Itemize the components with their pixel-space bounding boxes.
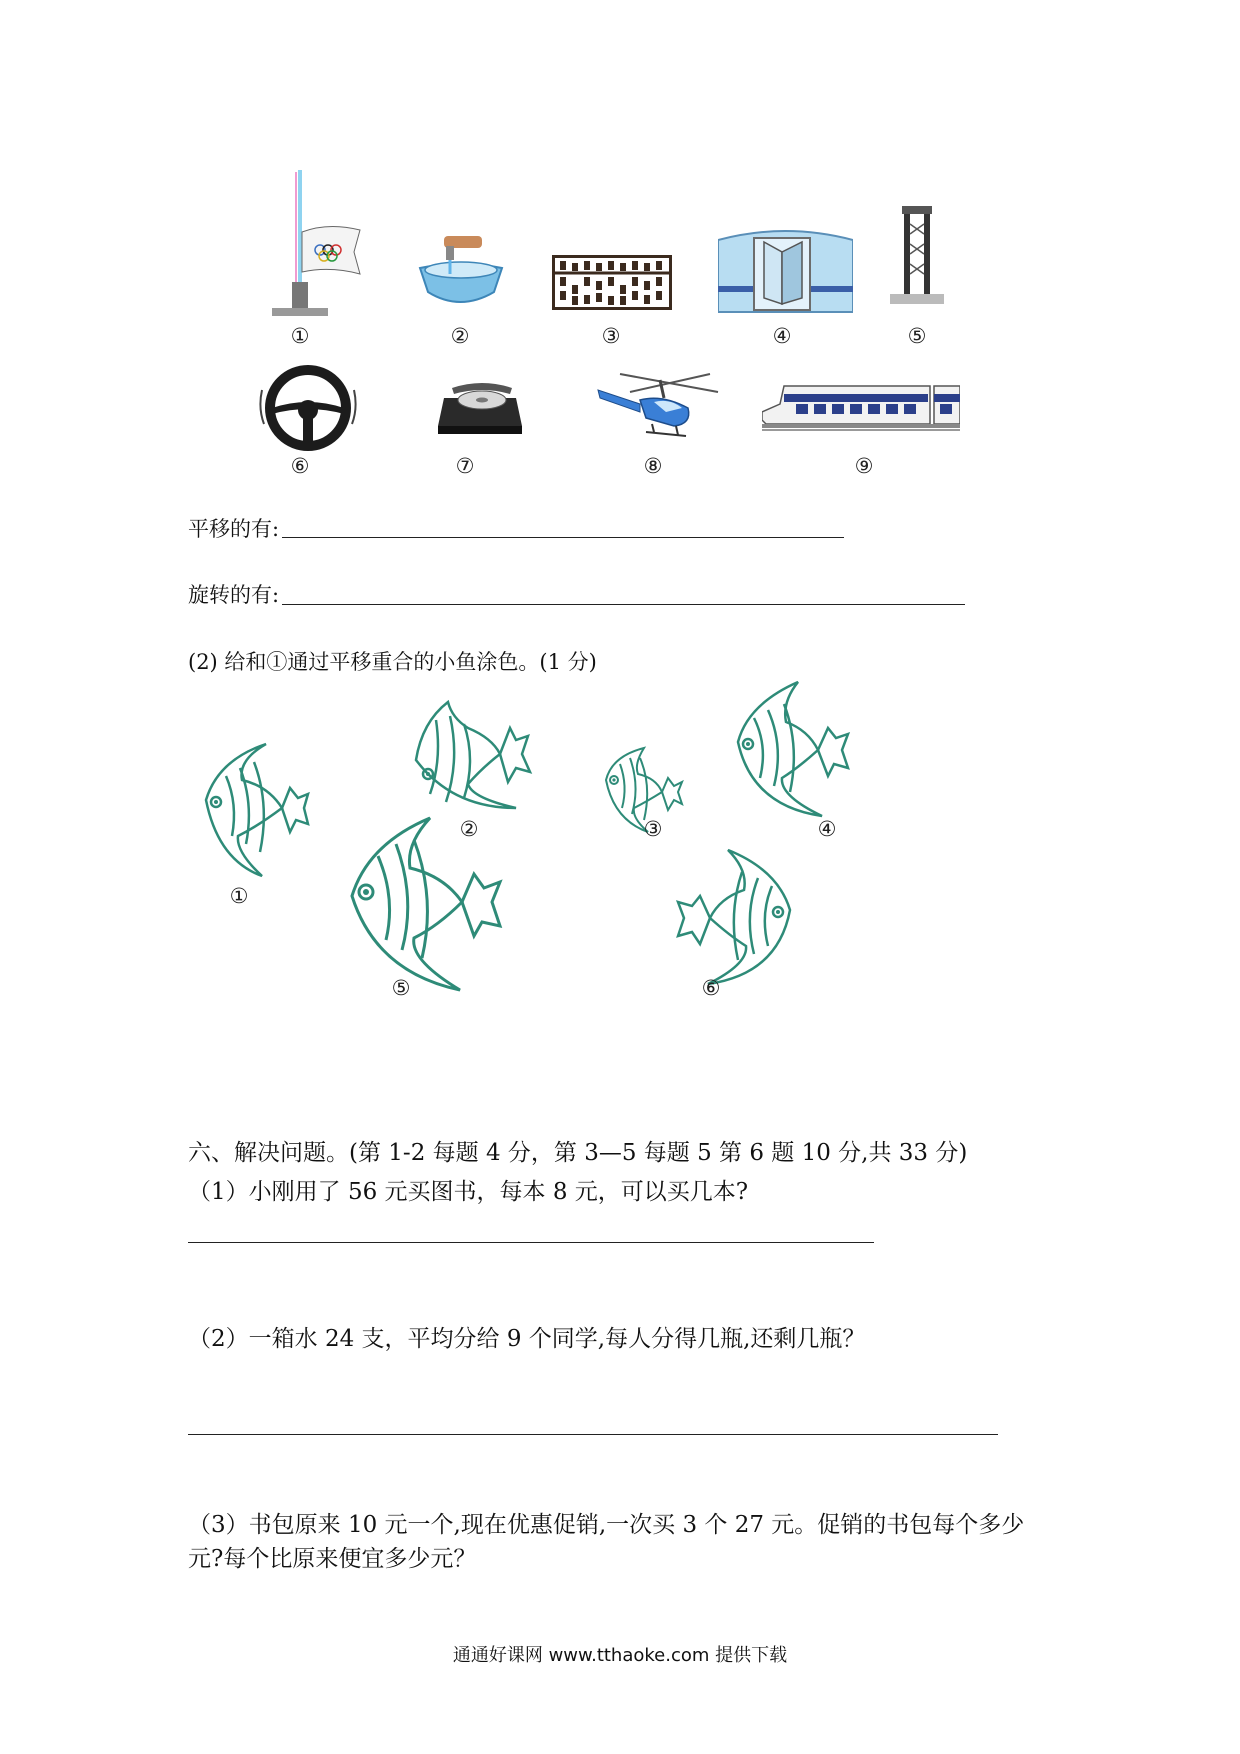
page-footer: 通通好课网 www.tthaoke.com 提供下载 <box>452 1645 788 1666</box>
fish-label-4: ④ <box>817 817 837 841</box>
picture-label-8: ⑧ <box>643 454 663 478</box>
picture-label-1: ① <box>290 324 310 348</box>
revolving-door-icon <box>718 228 853 313</box>
problem-1-text: （1）小刚用了 56 元买图书，每本 8 元，可以买几本? <box>188 1179 749 1205</box>
fish-label-1: ① <box>229 884 249 908</box>
picture-label-5: ⑤ <box>907 324 927 348</box>
picture-label-6: ⑥ <box>290 454 310 478</box>
rotation-answer-line[interactable] <box>282 604 965 605</box>
question-2-text: (2) 给和①通过平移重合的小鱼涂色。(1 分) <box>188 650 597 674</box>
translation-answer-line[interactable] <box>282 537 844 538</box>
steering-wheel-icon <box>258 360 358 455</box>
rotation-label: 旋转的有: <box>188 583 280 607</box>
fish-5-icon[interactable] <box>348 814 518 994</box>
flagpole-icon <box>268 170 378 320</box>
problem-3-text-line2: 元?每个比原来便宜多少元？ <box>188 1546 477 1572</box>
problem-1-answer-line[interactable] <box>188 1242 874 1243</box>
problem-2-answer-line[interactable] <box>188 1434 998 1435</box>
picture-label-2: ② <box>450 324 470 348</box>
fish-label-3: ③ <box>643 817 663 841</box>
picture-label-4: ④ <box>772 324 792 348</box>
picture-label-9: ⑨ <box>854 454 874 478</box>
cd-player-icon <box>438 378 523 436</box>
elevator-tower-icon <box>888 200 946 305</box>
problem-3-text-line1: （3）书包原来 10 元一个,现在优惠促销,一次买 3 个 27 元。促销的书包每个多少 <box>188 1512 1025 1538</box>
train-icon <box>762 380 960 435</box>
fish-1-icon[interactable] <box>198 740 328 880</box>
fish-label-6: ⑥ <box>701 976 721 1000</box>
fish-6-icon[interactable] <box>668 848 798 988</box>
picture-label-3: ③ <box>601 324 621 348</box>
translation-label: 平移的有: <box>188 517 280 541</box>
fish-label-5: ⑤ <box>391 976 411 1000</box>
picture-label-7: ⑦ <box>455 454 475 478</box>
helicopter-icon <box>590 368 725 443</box>
fish-label-2: ② <box>459 817 479 841</box>
problem-2-text: （2）一箱水 24 支，平均分给 9 个同学,每人分得几瓶,还剩几瓶？ <box>188 1326 866 1352</box>
section-6-title: 六、解决问题。(第 1-2 每题 4 分，第 3—5 每题 5 第 6 题 10 分,共 33 分) <box>188 1140 968 1166</box>
abacus-icon <box>552 255 672 310</box>
fish-2-icon[interactable] <box>412 698 537 813</box>
fish-4-icon[interactable] <box>732 680 857 820</box>
faucet-sink-icon <box>410 230 510 315</box>
